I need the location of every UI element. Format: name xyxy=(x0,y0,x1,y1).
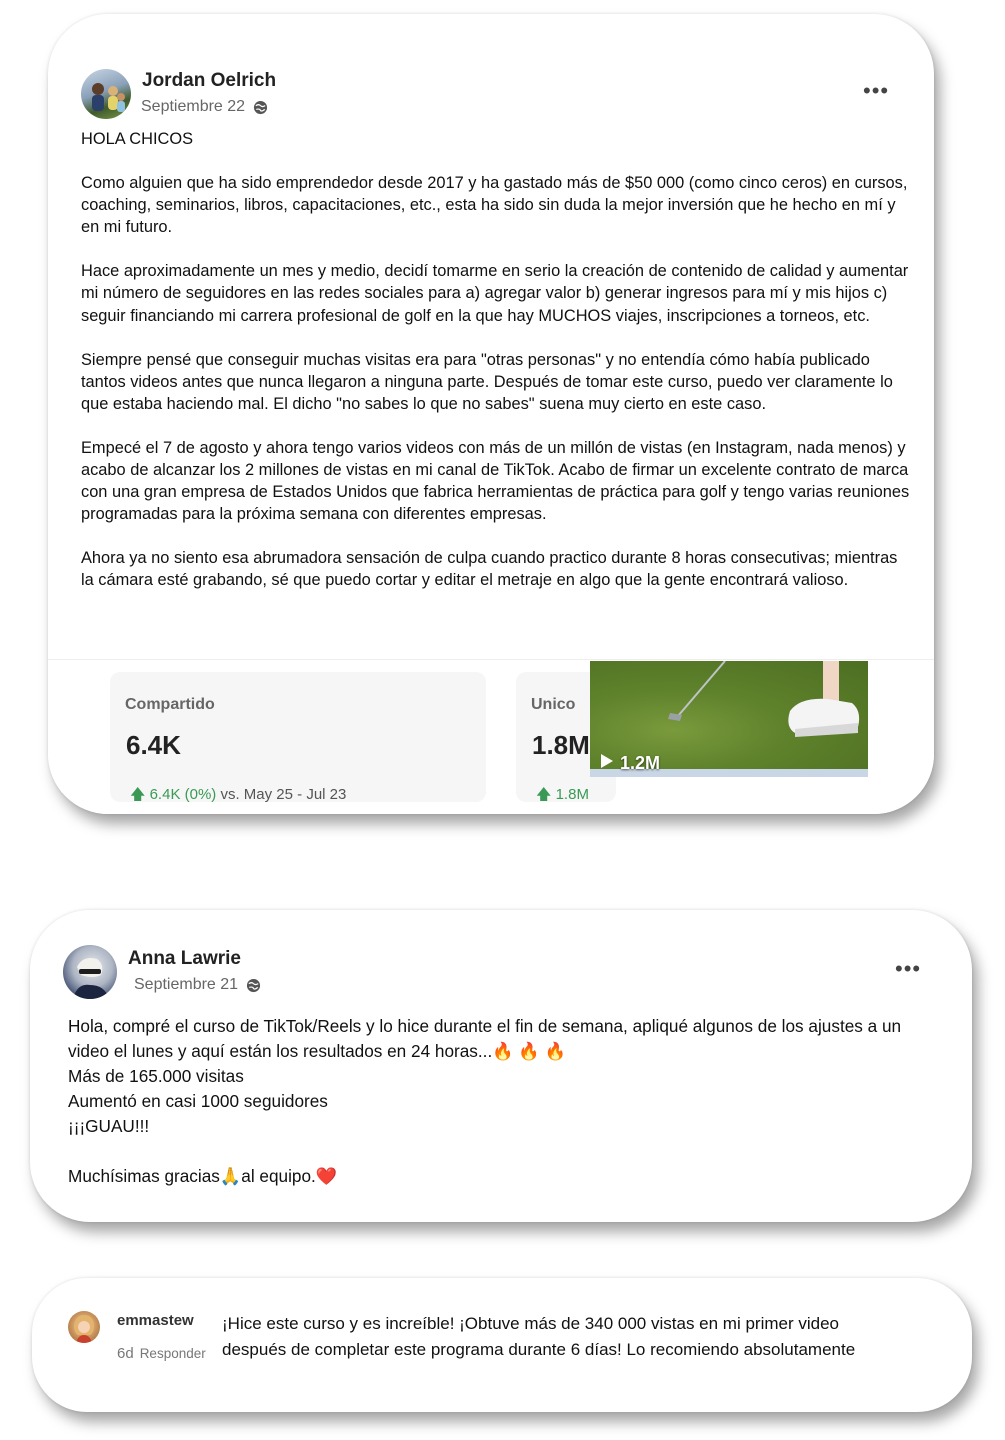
video-views xyxy=(598,753,660,774)
avatar[interactable] xyxy=(81,69,131,119)
attached-image[interactable] xyxy=(48,659,934,814)
comment-card-emmastew xyxy=(32,1278,972,1412)
comment-author[interactable]: emmastew xyxy=(117,1312,194,1329)
arrow-up-icon: 🡅 xyxy=(536,786,552,802)
avatar[interactable] xyxy=(63,945,117,999)
post-paragraph: Ahora ya no siento esa abrumadora sensación de culpa cuando practico durante 8 horas consecutivas; mientras la cámara esté grabando, sé que puedo cortar y editar el metraje en algo que la gente encontrará valioso. xyxy=(81,549,898,590)
post-line: Aumentó en casi 1000 seguidores xyxy=(68,1091,328,1111)
more-dots-icon: ••• xyxy=(863,78,890,103)
thanks-text-b: al equipo. xyxy=(241,1166,316,1186)
author-name[interactable]: Jordan Oelrich xyxy=(142,70,277,91)
pray-emoji-icon: 🙏 xyxy=(219,1166,242,1186)
post-date[interactable] xyxy=(134,976,261,994)
globe-icon xyxy=(253,100,268,115)
delta-compare: vs. May 25 - Jul 23 xyxy=(220,786,347,803)
comment-meta xyxy=(117,1345,206,1362)
globe-icon xyxy=(246,978,261,993)
post-paragraph: Hace aproximadamente un mes y medio, decidí tomarme en serio la creación de contenido de calidad y aumentar mi número de seguidores en las redes sociales para a) agregar valor b) generar ingresos para mí y mis hijos c) seguir financiando mi carrera profesional de golf en la que hay MUCHOS viajes, inscripciones a torneos, etc. xyxy=(81,262,909,325)
delta-value: 1.8M xyxy=(555,786,589,802)
post-line: Más de 165.000 visitas xyxy=(68,1066,244,1086)
heart-emoji-icon: ❤️ xyxy=(315,1166,338,1186)
post-date[interactable] xyxy=(141,98,268,116)
post-card-jordan xyxy=(48,14,934,814)
stat-delta xyxy=(130,784,346,809)
more-options-button[interactable] xyxy=(863,78,890,103)
post-paragraph: HOLA CHICOS xyxy=(81,130,194,148)
thanks-text-a: Muchísimas gracias xyxy=(68,1166,220,1186)
stat-value: 1.8M xyxy=(532,730,590,760)
author-name[interactable]: Anna Lawrie xyxy=(128,948,241,969)
video-thumbnail[interactable] xyxy=(590,661,868,777)
stat-card-shared xyxy=(110,672,486,802)
reply-button[interactable]: Responder xyxy=(139,1346,206,1361)
post-body xyxy=(81,128,911,592)
date-text: Septiembre 22 xyxy=(141,98,246,115)
avatar[interactable] xyxy=(68,1311,100,1343)
arrow-up-icon: 🡅 xyxy=(130,786,146,803)
stat-label: Compartido xyxy=(125,696,215,713)
date-text: Septiembre 21 xyxy=(134,976,239,993)
post-paragraph: Como alguien que ha sido emprendedor desde 2017 y ha gastado más de $50 000 (como cinco ceros) en cursos, coaching, seminarios, libros, capacitaciones, etc., esta ha sido sin duda la mejor inversión que he hecho en mí y en mi futuro. xyxy=(81,174,908,237)
views-count: 1.2M xyxy=(620,753,661,773)
stat-label: Unico xyxy=(531,696,576,713)
post-paragraph: Empecé el 7 de agosto y ahora tengo varios videos con más de un millón de vistas (en Instagram, nada menos) y acabo de alcanzar los 2 millones de vistas en mi canal de TikTok. Acabo de firmar un excelente contrato de marca con una gran empresa de Estados Unidos que fabrica herramientas de práctica para golf y tengo varias reuniones programadas para la próxima semana con diferentes empresas. xyxy=(81,438,910,524)
more-options-button[interactable] xyxy=(895,956,922,981)
more-dots-icon: ••• xyxy=(895,956,922,981)
comment-body xyxy=(222,1311,942,1363)
play-icon xyxy=(598,753,614,774)
post-line-text: Hola, compré el curso de TikTok/Reels y lo hice durante el fin de semana, apliqué algunos de los ajustes a un video el lunes y aquí están los resultados en 24 horas... xyxy=(68,1016,902,1061)
comment-line: ¡Hice este curso y es increíble! ¡Obtuve más de 340 000 vistas en mi primer video xyxy=(222,1314,839,1333)
stat-value: 6.4K xyxy=(126,730,181,760)
post-body xyxy=(68,1014,928,1189)
post-line xyxy=(68,1014,928,1064)
comment-line: después de completar este programa durante 6 días! Lo recomiendo absolutamente xyxy=(222,1340,856,1359)
post-line xyxy=(68,1164,928,1189)
stat-delta xyxy=(536,784,589,802)
fire-emoji-icon: 🔥 🔥 🔥 xyxy=(492,1041,566,1061)
delta-value: 6.4K (0%) xyxy=(149,786,217,803)
comment-age: 6d xyxy=(117,1345,134,1362)
post-card-anna xyxy=(30,910,972,1222)
post-paragraph: Siempre pensé que conseguir muchas visitas era para "otras personas" y no entendía cómo había publicado tantos videos antes que nunca llegaron a ninguna parte. Después de tomar este curso, puedo ver claramente lo que estaba haciendo mal. El dicho "no sabes lo que no sabes" suena muy cierto en este caso. xyxy=(81,350,893,413)
post-line: ¡¡¡GUAU!!! xyxy=(68,1116,150,1136)
